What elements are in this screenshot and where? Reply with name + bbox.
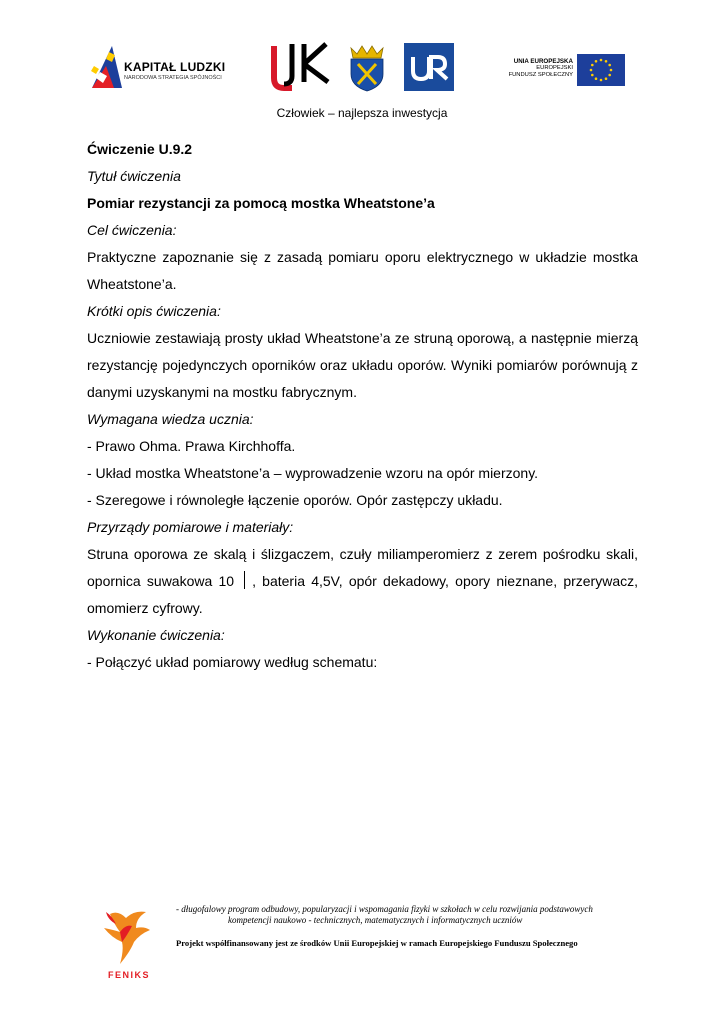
- program-description: [176, 904, 646, 926]
- knowledge-item: - Układ mostka Wheatstone’a – wyprowadzenie wzoru na opór mierzony.: [87, 465, 539, 481]
- eu-flag-icon: [577, 54, 625, 86]
- feniks-label: FENIKS: [107, 970, 151, 980]
- feniks-logo: [96, 908, 162, 982]
- slogan: Człowiek – najlepsza inwestycja: [276, 106, 448, 120]
- procedure-label: Wykonanie ćwiczenia:: [87, 627, 225, 643]
- knowledge-item: - Prawo Ohma. Prawa Kirchhoffa.: [87, 438, 296, 454]
- kapital-ludzki-emblem-icon: [90, 42, 124, 90]
- procedure-item: - Połączyć układ pomiarowy według schematu:: [87, 654, 378, 670]
- exercise-number: Ćwiczenie U.9.2: [87, 141, 193, 157]
- eu-fund-text: [480, 58, 573, 79]
- instruments-part-2: , bateria 4,5V, opór dekadowy, opory nieznane, przerywacz, omomierz cyfrowy.: [87, 573, 638, 616]
- eu-line-2: EUROPEJSKI: [536, 65, 573, 71]
- program-line-1: - długofalowy program odbudowy, popularyzacji i wspomagania fizyki w szkołach w celu rozwijania podstawowych: [176, 904, 593, 914]
- title-label: Tytuł ćwiczenia: [87, 168, 181, 184]
- program-line-2: kompetencji naukowo - technicznych, matematycznych i informatycznych uczniów: [228, 915, 523, 925]
- eu-flag: [577, 54, 625, 86]
- instruments-text: [87, 541, 638, 622]
- knowledge-label: Wymagana wiedza ucznia:: [87, 411, 254, 427]
- kapital-ludzki-title: KAPITAŁ LUDZKI: [124, 60, 226, 74]
- ujk-logo: [268, 42, 338, 92]
- kapital-ludzki-subtitle: NARODOWA STRATEGIA SPÓJNOŚCI: [124, 75, 222, 81]
- instruments-label: Przyrządy pomiarowe i materiały:: [87, 519, 294, 535]
- university-crest: [345, 42, 389, 92]
- goal-label: Cel ćwiczenia:: [87, 222, 177, 238]
- instruments-part-1: Struna oporowa ze skalą i ślizgaczem, czuły miliamperomierz z zerem pośrodku skali, opornica suwakowa 10: [87, 546, 638, 589]
- crest-shield-icon: [345, 42, 389, 92]
- feniks-phoenix-icon: [96, 908, 162, 982]
- eu-line-1: UNIA EUROPEJSKA: [513, 58, 573, 65]
- funding-statement: Projekt współfinansowany jest ze środków Unii Europejskiej w ramach Europejskiego Funduszu Społecznego: [176, 938, 578, 948]
- exercise-title: Pomiar rezystancji za pomocą mostka Wheatstone’a: [87, 195, 435, 211]
- eu-line-3: FUNDUSZ SPOŁECZNY: [508, 72, 573, 78]
- description-label: Krótki opis ćwiczenia:: [87, 303, 221, 319]
- knowledge-item: - Szeregowe i równoległe łączenie oporów. Opór zastępczy układu.: [87, 492, 503, 508]
- goal-text: Praktyczne zapoznanie się z zasadą pomiaru oporu elektrycznego w układzie mostka Wheatstone’a.: [87, 249, 638, 292]
- description-text: Uczniowie zestawiają prosty układ Wheatstone’a ze struną oporową, a następnie mierzą rezystancję pojedynczych oporników oraz układu oporów. Wyniki pomiarów porównują z danymi uzyskanymi na mostku fabrycznym.: [87, 330, 638, 400]
- document-body: [87, 136, 638, 676]
- ur-logo: [404, 43, 454, 91]
- ujk-logo-icon: [268, 42, 338, 92]
- ur-logo-icon: [404, 43, 454, 91]
- ohm-symbol-icon: [244, 571, 245, 589]
